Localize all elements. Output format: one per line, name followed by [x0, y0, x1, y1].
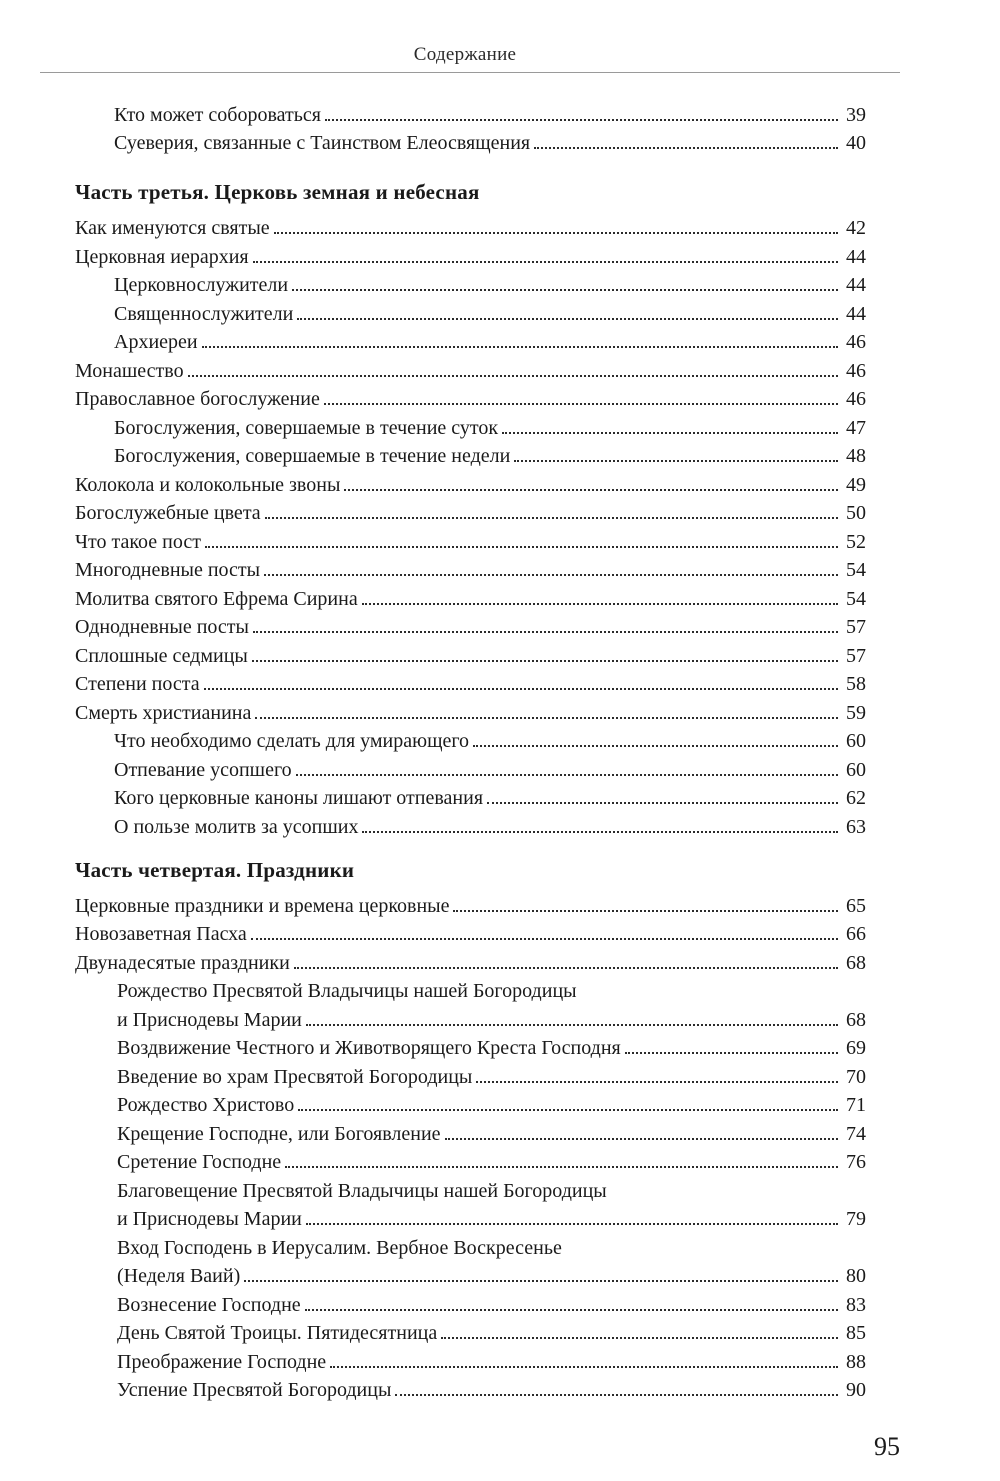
- toc-entry-page: 44: [846, 274, 866, 296]
- toc-entry-page: 62: [846, 787, 866, 809]
- toc-entry-page: 52: [846, 531, 866, 553]
- toc-entry-title: Как именуются святые: [75, 217, 270, 239]
- toc-entry-title: Многодневные посты: [75, 559, 261, 581]
- dot-leader: [264, 574, 838, 576]
- toc-entry-page: 90: [846, 1379, 866, 1401]
- dot-leader: [306, 1024, 838, 1026]
- toc-entry-title: Богослужения, совершаемые в течение недели: [114, 445, 511, 467]
- toc-entry-page: 39: [846, 104, 866, 126]
- dot-leader: [325, 119, 838, 121]
- part-heading: Часть третья. Церковь земная и небесная: [75, 180, 480, 204]
- dot-leader: [204, 688, 838, 690]
- toc-entry[interactable]: [114, 325, 866, 353]
- toc-entry-title: (Неделя Ваий): [117, 1265, 241, 1287]
- running-header: Содержание: [413, 44, 517, 65]
- toc-entry-title: Священнослужители: [114, 303, 294, 325]
- toc-entry-title-line1: Вход Господень в Иерусалим. Вербное Воскресенье: [117, 1237, 562, 1259]
- toc-entry-title: Однодневные посты: [75, 616, 249, 638]
- toc-entry[interactable]: [75, 696, 866, 724]
- toc-entry-page: 60: [846, 730, 866, 752]
- toc-entry-page: 49: [846, 474, 866, 496]
- toc-entry-title: Вознесение Господне: [117, 1294, 301, 1316]
- part-heading: Часть четвертая. Праздники: [75, 858, 355, 882]
- dot-leader: [298, 1109, 838, 1111]
- toc-entry[interactable]: [114, 268, 866, 296]
- toc-entry-page: 85: [846, 1322, 866, 1344]
- toc-entry[interactable]: [114, 781, 866, 809]
- dot-leader: [296, 774, 838, 776]
- toc-entry-page: 57: [846, 616, 866, 638]
- toc-entry[interactable]: [75, 917, 866, 945]
- toc-entry[interactable]: [114, 724, 866, 752]
- dot-leader: [362, 603, 838, 605]
- toc-entry[interactable]: [114, 98, 866, 126]
- dot-leader: [306, 1223, 838, 1225]
- toc-entry-page: 80: [846, 1265, 866, 1287]
- toc-entry-page: 57: [846, 645, 866, 667]
- toc-entry-page: 70: [846, 1066, 866, 1088]
- toc-entry-page: 68: [846, 952, 866, 974]
- toc-entry[interactable]: [117, 1316, 866, 1344]
- toc-entry-title: Кто может собороваться: [114, 104, 321, 126]
- dot-leader: [253, 631, 838, 633]
- toc-entry-page: 74: [846, 1123, 866, 1145]
- toc-entry-page: 79: [846, 1208, 866, 1230]
- toc-entry[interactable]: [75, 496, 866, 524]
- dot-leader: [285, 1166, 838, 1168]
- dot-leader: [202, 346, 838, 348]
- dot-leader: [255, 717, 838, 719]
- toc-entry-title: и Приснодевы Марии: [117, 1208, 302, 1230]
- toc-entry-title: Степени поста: [75, 673, 200, 695]
- toc-entry-title: Воздвижение Честного и Животворящего Креста Господня: [117, 1037, 621, 1059]
- toc-entry-page: 83: [846, 1294, 866, 1316]
- toc-entry-page: 71: [846, 1094, 866, 1116]
- dot-leader: [514, 460, 838, 462]
- dot-leader: [188, 375, 838, 377]
- toc-entry-title: Суеверия, связанные с Таинством Елеосвящения: [114, 132, 531, 154]
- toc-entry[interactable]: [75, 354, 866, 382]
- toc-entry-title: Церковная иерархия: [75, 246, 249, 268]
- toc-entry-page: 54: [846, 588, 866, 610]
- toc-entry[interactable]: [114, 810, 866, 838]
- toc-entry-title: Монашество: [75, 360, 184, 382]
- dot-leader: [205, 546, 838, 548]
- toc-entry-title: Архиереи: [114, 331, 198, 353]
- toc-entry[interactable]: [117, 1145, 866, 1173]
- toc-entry[interactable]: [117, 1003, 866, 1031]
- toc-entry[interactable]: [114, 439, 866, 467]
- toc-entry-title: Двунадесятые праздники: [75, 952, 290, 974]
- toc-entry-title: Новозаветная Пасха: [75, 923, 247, 945]
- toc-entry-title: День Святой Троицы. Пятидесятница: [117, 1322, 438, 1344]
- toc-entry-title: Что такое пост: [75, 531, 201, 553]
- toc-entry-title: Крещение Господне, или Богоявление: [117, 1123, 441, 1145]
- toc-entry-page: 42: [846, 217, 866, 239]
- toc-entry[interactable]: [75, 468, 866, 496]
- toc-entry-page: 59: [846, 702, 866, 724]
- toc-entry[interactable]: [75, 382, 866, 410]
- toc-entry-title: Преображение Господне: [117, 1351, 327, 1373]
- toc-entry-page: 63: [846, 816, 866, 838]
- toc-entry[interactable]: [117, 1088, 866, 1116]
- toc-entry-page: 47: [846, 417, 866, 439]
- dot-leader: [251, 938, 838, 940]
- dot-leader: [305, 1309, 838, 1311]
- header-rule: [40, 72, 900, 73]
- dot-leader: [534, 147, 838, 149]
- dot-leader: [487, 802, 838, 804]
- toc-entry-page: 46: [846, 388, 866, 410]
- dot-leader: [453, 910, 838, 912]
- toc-entry[interactable]: [117, 1202, 866, 1230]
- toc-entry-title: Рождество Христово: [117, 1094, 295, 1116]
- toc-entry[interactable]: [117, 1345, 866, 1373]
- dot-leader: [265, 517, 838, 519]
- toc-entry-title: Введение во храм Пресвятой Богородицы: [117, 1066, 473, 1088]
- toc-entry-title: Кого церковные каноны лишают отпевания: [114, 787, 484, 809]
- toc-entry[interactable]: [117, 1117, 866, 1145]
- toc-entry[interactable]: [75, 211, 866, 239]
- toc-entry-title: О пользе молитв за усопших: [114, 816, 359, 838]
- dot-leader: [297, 318, 838, 320]
- dot-leader: [441, 1337, 838, 1339]
- toc-entry[interactable]: [117, 1288, 866, 1316]
- toc-entry[interactable]: [75, 240, 866, 268]
- dot-leader: [362, 831, 838, 833]
- toc-entry-title: и Приснодевы Марии: [117, 1009, 302, 1031]
- toc-entry[interactable]: [114, 297, 866, 325]
- dot-leader: [244, 1280, 838, 1282]
- toc-entry-title-line1: Рождество Пресвятой Владычицы нашей Богородицы: [117, 980, 577, 1002]
- toc-entry-title: Церковнослужители: [114, 274, 289, 296]
- dot-leader: [292, 289, 838, 291]
- dot-leader: [252, 660, 838, 662]
- toc-entry-title: Сретение Господне: [117, 1151, 282, 1173]
- toc-entry[interactable]: [75, 889, 866, 917]
- dot-leader: [476, 1081, 838, 1083]
- toc-entry[interactable]: [114, 126, 866, 154]
- toc-entry-title: Смерть христианина: [75, 702, 252, 724]
- toc-entry-title: Колокола и колокольные звоны: [75, 474, 341, 496]
- toc-entry-page: 54: [846, 559, 866, 581]
- toc-entry-title: Православное богослужение: [75, 388, 320, 410]
- toc-entry[interactable]: [75, 582, 866, 610]
- toc-entry[interactable]: [75, 639, 866, 667]
- toc-entry-page: 44: [846, 246, 866, 268]
- toc-entry-title: Богослужения, совершаемые в течение суток: [114, 417, 499, 439]
- toc-entry-page: 68: [846, 1009, 866, 1031]
- toc-entry-title: Сплошные седмицы: [75, 645, 248, 667]
- dot-leader: [625, 1052, 838, 1054]
- toc-entry-page: 58: [846, 673, 866, 695]
- toc-entry-page: 50: [846, 502, 866, 524]
- toc-entry-page: 88: [846, 1351, 866, 1373]
- dot-leader: [502, 432, 838, 434]
- dot-leader: [344, 489, 838, 491]
- toc-entry[interactable]: [117, 1259, 866, 1287]
- toc-entry[interactable]: [75, 553, 866, 581]
- dot-leader: [395, 1394, 838, 1396]
- dot-leader: [274, 232, 838, 234]
- dot-leader: [445, 1138, 838, 1140]
- toc-entry[interactable]: [75, 946, 866, 974]
- toc-entry-title: Молитва святого Ефрема Сирина: [75, 588, 358, 610]
- toc-entry-page: 60: [846, 759, 866, 781]
- toc-entry-page: 46: [846, 331, 866, 353]
- toc-entry[interactable]: [114, 753, 866, 781]
- toc-entry-title: Отпевание усопшего: [114, 759, 292, 781]
- toc-entry-title-line1: Благовещение Пресвятой Владычицы нашей Богородицы: [117, 1180, 607, 1202]
- toc-entry[interactable]: [117, 1031, 866, 1059]
- toc-entry-title: Богослужебные цвета: [75, 502, 261, 524]
- page-number: 95: [874, 1432, 900, 1461]
- toc-entry-page: 69: [846, 1037, 866, 1059]
- toc-entry-page: 76: [846, 1151, 866, 1173]
- toc-entry-page: 46: [846, 360, 866, 382]
- dot-leader: [294, 967, 838, 969]
- toc-entry-title: Что необходимо сделать для умирающего: [114, 730, 470, 752]
- toc-entry-page: 44: [846, 303, 866, 325]
- toc-entry[interactable]: [117, 1060, 866, 1088]
- toc-entry-title: Успение Пресвятой Богородицы: [117, 1379, 392, 1401]
- toc-entry[interactable]: [114, 411, 866, 439]
- toc-entry[interactable]: [75, 525, 866, 553]
- toc-entry[interactable]: [117, 1373, 866, 1401]
- toc-entry-page: 66: [846, 923, 866, 945]
- dot-leader: [253, 261, 838, 263]
- toc-entry-page: 48: [846, 445, 866, 467]
- toc-entry-page: 40: [846, 132, 866, 154]
- dot-leader: [473, 745, 838, 747]
- toc-entry-page: 65: [846, 895, 866, 917]
- dot-leader: [324, 403, 838, 405]
- toc-entry[interactable]: [75, 667, 866, 695]
- toc-entry[interactable]: [75, 610, 866, 638]
- toc-entry-title: Церковные праздники и времена церковные: [75, 895, 450, 917]
- dot-leader: [330, 1366, 838, 1368]
